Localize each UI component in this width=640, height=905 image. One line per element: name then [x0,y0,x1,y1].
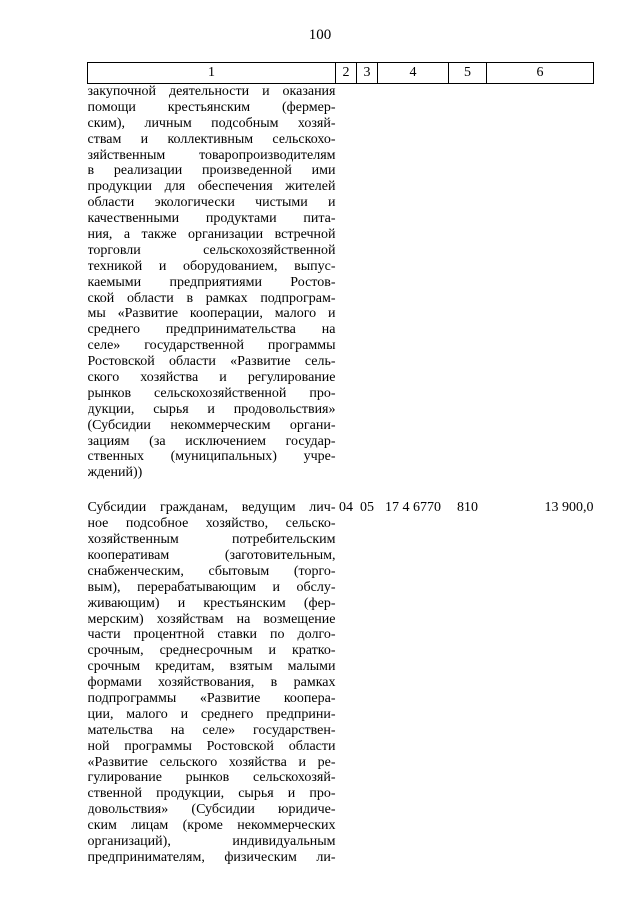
description-line: техникой и оборудованием, выпус- [87,258,336,274]
cell-section [336,84,357,482]
description-line: ской области в рамках подпрограм- [87,290,336,306]
description-line: продукции для обеспечения жителей [87,179,336,195]
description-line: торговли сельскохозяйственной [87,242,336,258]
description-line: помощи крестьянским (фермер- [87,99,336,115]
description-line: формами хозяйствования, в рамках [87,675,336,691]
description-line: ским лицам (кроме некоммерческих [87,818,336,834]
description-line: в реализации произведенной ими [87,163,336,179]
row-description [88,500,336,865]
description-line: Субсидии гражданам, ведущим лич- [87,500,336,516]
description-line: закупочной деятельности и оказания [87,84,336,99]
description-line: качественными продуктами пита- [87,211,336,227]
description-line: ции, малого и среднего предприни- [87,706,336,722]
description-line: подпрограммы «Развитие коопера- [87,690,336,706]
table-row [88,500,594,865]
table-header-row [88,63,594,84]
column-header-3: 3 [357,63,378,84]
description-line: рынков сельскохозяйственной про- [87,385,336,401]
column-header-1: 1 [88,63,336,84]
row-description [88,84,336,482]
description-line: хозяйственным потребительским [87,532,336,548]
description-line: Ростовской области «Развитие сель- [87,354,336,370]
cell-section: 04 [339,500,353,516]
description-line: ствам и коллективным сельскохо- [87,131,336,147]
description-line: срочным кредитам, взятым малыми [87,659,336,675]
cell-target-article: 17 4 6770 [385,500,441,516]
description-line: ственной продукции, сырья и про- [87,786,336,802]
budget-table [87,62,594,866]
cell-subsection [357,84,378,482]
column-header-4: 4 [378,63,449,84]
description-line: кооперативам (заготовительным, [87,547,336,563]
description-line: мательства на селе» государствен- [87,722,336,738]
cell-expense-type: 810 [457,500,478,516]
description-line: снабженческим, сбытовым (торго- [87,563,336,579]
table-row [88,84,594,482]
description-line: ским), личным подсобным хозяй- [87,115,336,131]
description-line: ственных (муниципальных) учре- [87,449,336,465]
description-line: зяйственным товаропроизводителям [87,147,336,163]
description-line: живающим) и крестьянским (фер- [87,595,336,611]
description-line: мы «Развитие кооперации, малого и [87,306,336,322]
description-line: предпринимателям, физическим ли- [87,849,336,865]
page-number: 100 [308,27,332,43]
description-line: (Субсидии некоммерческим органи- [87,417,336,433]
description-line: ждений)) [87,465,143,481]
description-line: области экологически чистыми и [87,195,336,211]
description-line: ное подсобное хозяйство, сельско- [87,516,336,532]
description-line: довольствия» (Субсидии юридиче- [87,802,336,818]
row-gap [88,481,594,500]
description-line: организаций), индивидуальным [87,833,336,849]
column-header-6: 6 [487,63,594,84]
description-line: ского хозяйства и регулирование [87,370,336,386]
description-line: среднего предпринимательства на [87,322,336,338]
cell-target-article [378,84,449,482]
description-line: зациям (за исключением государ- [87,433,336,449]
cell-expense-type [449,84,487,482]
description-line: ния, а также организации встречной [87,227,336,243]
description-line: ной программы Ростовской области [87,738,336,754]
description-line: гулирование рынков сельскохозяй- [87,770,336,786]
cell-subsection: 05 [360,500,374,516]
description-line: части процентной ставки по долго- [87,627,336,643]
description-line: срочным, среднесрочным и кратко- [87,643,336,659]
description-line: дукции, сырья и продовольствия» [87,401,336,417]
description-line: селе» государственной программы [87,338,336,354]
description-line: вым), перерабатывающим и обслу- [87,579,336,595]
description-line: «Развитие сельского хозяйства и ре- [87,754,336,770]
column-header-5: 5 [449,63,487,84]
description-line: мерским) хозяйствам на возмещение [87,611,336,627]
description-line: каемыми предприятиями Ростов- [87,274,336,290]
cell-amount [487,84,594,482]
cell-amount: 13 900,0 [544,500,594,516]
column-header-2: 2 [336,63,357,84]
